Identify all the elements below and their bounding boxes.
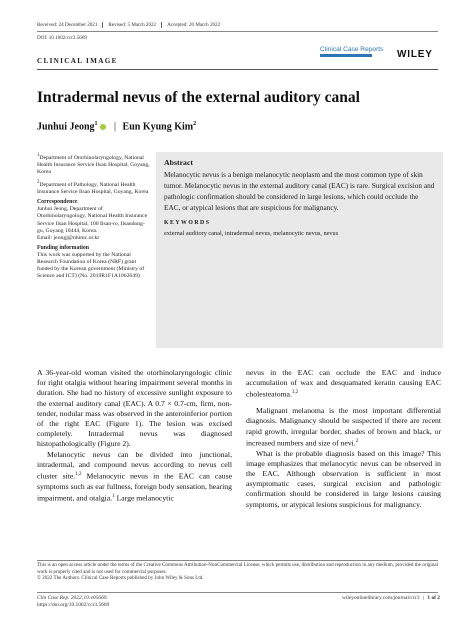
correspondence-email[interactable]: Email: jeongj@nhimc.or.kr [37,234,100,241]
body-paragraph [246,406,441,448]
footer-right [340,595,440,602]
body-column-right [246,368,441,510]
correspondence-heading: Correspondence [37,199,78,206]
section-divider [37,69,438,70]
body-text: nevus in the EAC can occlude the EAC and induce accumulation of wax and desquamated keratin causing EAC cholesteatoma. [246,368,441,399]
citation-sup[interactable]: 1,2 [291,390,299,396]
affiliation-1 [37,152,150,176]
keywords-list: external auditory canal, intradermal nevus, melanocytic nevus, nevus [164,230,339,237]
abstract-heading: Abstract [164,158,194,167]
author-name: Junhui Jeong [37,121,95,133]
funding-text: This work was supported by the National Research Foundation of Korea (NRF) grant funded by the Korean government (Ministry of Science and ICT) (No. 2019R1F1A1062649) [37,251,145,280]
journal-logo-bar [320,54,372,57]
header-divider [37,31,438,32]
footer-doi-url[interactable]: https://doi.org/10.1002/ccr3.5669 [37,601,110,608]
footer-divider-bar: | [422,595,425,601]
keywords-heading: KEYWORDS [164,220,211,226]
citation-sup[interactable]: 1,2 [75,472,82,478]
author-separator: | [114,121,117,133]
body-column-left [37,368,232,504]
section-label: CLINICAL IMAGE [37,57,118,65]
body-text: Melanocytic nevus in the EAC can cause symptoms such as ear fullness, foreign body sensation, hearing impairment, and otalgia. [37,471,233,503]
footer-divider [37,592,438,593]
body-text: Large melanocytic [114,493,174,503]
body-text: Malignant melanoma is the most important differential diagnosis. Malignancy should be suspected if there are recent rapid growth, irregular border, shades of brown and black, or increased numbers and size of nevi. [246,406,441,448]
correspondence-text: Junhui Jeong, Department of Otorhinolaryngology, National Health Insurance Service Ilsan Hospital, 100 Ilsan-ro, Ilsandong-gu, Goyang 10444, Korea. [37,206,148,234]
orcid-icon[interactable] [100,124,106,130]
body-paragraph [246,368,441,400]
license-text: This is an open access article under the terms of the Creative Commons Attribution-NonCommercial License, which permits use, distribution and reproduction in any medium, provided the original work is properly cited and is not used for commercial purposes. [37,562,439,575]
copyright-text: © 2022 The Authors. Clinical Case Reports published by John Wiley & Sons Ltd. [37,575,204,582]
body-paragraph: A 36-year-old woman visited the otorhinolaryngologic clinic for right otalgia without hearing impairment several months in duration. She had no history of excessive sunlight exposure to the external auditory canal (EAC). A 0.7 × 0.7-cm, firm, non-tender, nodular mass was observed in the anteroinferior portion of the right EAC (Figure 1). The lesion was excised completely. Intradermal nevus was diagnosed histopathologically (Figure 2). [37,368,232,449]
affiliation-sup: 1 [37,153,40,158]
footer-citation: Clin Case Rep. 2022;10:e05669. [37,595,108,601]
footnote-divider [37,560,438,561]
date-divider [102,22,103,28]
affiliation-text: Department of Pathology, National Health Insurance Service Ilsan Hospital, Goyang, Korea [37,182,149,196]
license-footnote [37,562,441,582]
author-list [37,121,196,132]
author-name: Eun Kyung Kim [122,121,194,133]
received-date: Received: 24 December 2021 [37,22,98,29]
footer-site[interactable]: wileyonlinelibrary.com/journal/ccr3 [341,595,420,601]
page-number: 1 of 2 [427,595,440,601]
article-dates [37,22,224,29]
journal-logo-text: Clinical Case Reports [320,46,384,53]
revised-date: Revised: 5 March 2022 [108,22,157,29]
funding-heading: Funding information [37,244,90,251]
citation-sup[interactable]: 1 [112,494,115,499]
body-paragraph: What is the probable diagnosis based on this image? This image emphasizes that melanocytic nevus can be observed in the EAC. Although observation is sufficient in most asymptomatic cases, surgical excision and pathologic confirmation should be considered in large lesions causing symptoms, or atypical lesions suspicious for malignancy. [246,448,441,509]
affiliation-text: Department of Otorhinolaryngology, National Health Insurance Service Ilsan Hospital, Goyang, Korea [37,154,150,176]
abstract-box [156,152,443,348]
body-text: Melanocytic nevus can be divided into junctional, intradermal, and compound nevus according to nevus cell cluster site. [37,449,232,481]
abstract-text: Melanocytic nevus is a benign melanocytic neoplasm and the most common type of skin tumor. Melanocytic nevus in the external auditory canal (EAC) is rare. Surgical excision and pathologic confirmation should be considered in large lesions, which could occlude the EAC, or atypical lesions that are suspicious for malignancy. [164,170,435,212]
body-paragraph [37,450,232,504]
sidebar-info [37,152,150,283]
author-affiliation-sup: 2 [193,121,197,127]
author-affiliation-sup: 1 [94,121,98,127]
footer-citation-block [37,595,109,609]
journal-logo [320,46,383,57]
date-divider [161,22,162,28]
citation-sup[interactable]: 2 [355,438,359,444]
affiliation-2 [37,179,150,196]
doi[interactable]: DOI: 10.1002/ccr3.5669 [37,35,87,41]
publisher-logo: WILEY [397,49,433,60]
accepted-date: Accepted: 20 March 2022 [167,22,221,29]
article-title: Intradermal nevus of the external auditory canal [37,89,360,106]
affiliation-sup: 2 [37,180,40,186]
